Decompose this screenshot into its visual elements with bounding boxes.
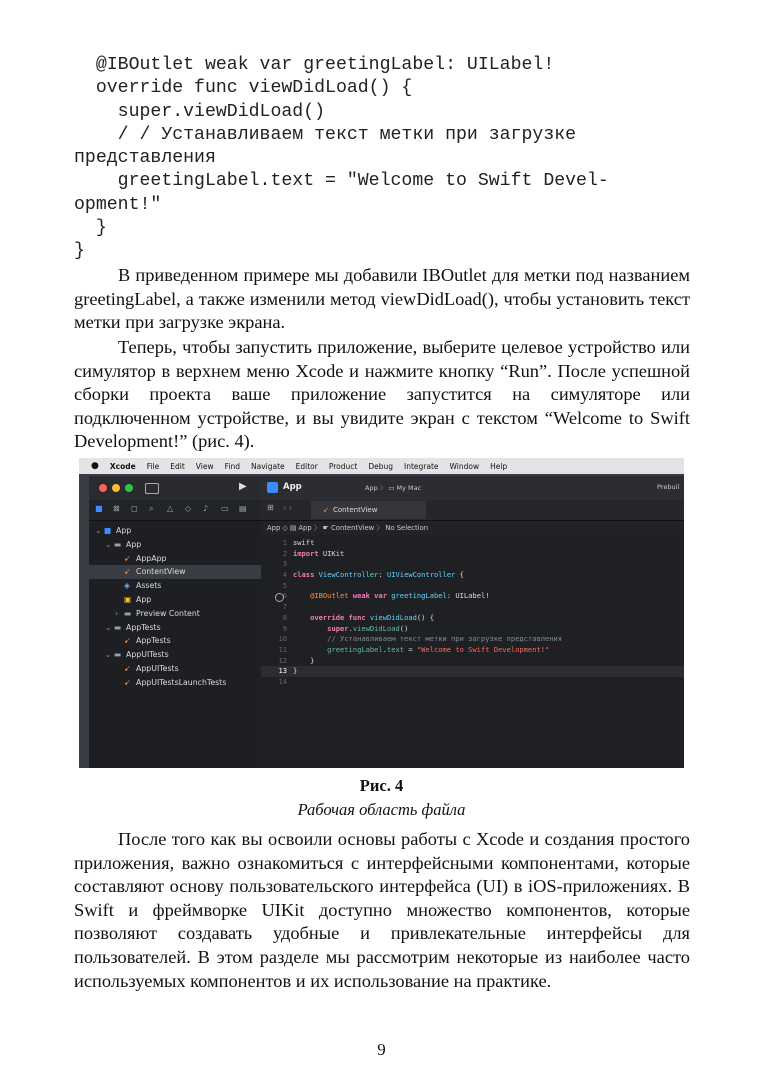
tab-label: ContentView [333,506,378,514]
tree-item-label: AppApp [136,553,167,563]
bookmark-icon[interactable]: ◻ [131,504,138,513]
tree-item-label: AppUITests [136,663,179,673]
page-number: 9 [377,1040,386,1059]
editor-line[interactable] [261,677,684,688]
tree-item-label: AppUITestsLaunchTests [136,677,227,687]
menu-item-debug[interactable]: Debug [368,461,393,471]
swift-file-icon: ➹ [124,567,131,577]
line-number: 4 [282,570,287,580]
tree-item[interactable] [89,538,261,552]
tree-item[interactable] [89,579,261,593]
tree-item[interactable] [89,676,261,690]
swift-file-icon: ➹ [124,553,131,563]
tree-item[interactable] [89,593,261,607]
line-number: 8 [282,612,287,622]
window-toolbar [261,476,684,500]
app-icon [267,482,278,493]
editor-line[interactable] [261,656,684,667]
file-tree [89,524,261,690]
code-line: greetingLabel.text = "Welcome to Swift Devel- [74,171,609,192]
code-line: представления [74,148,216,169]
line-text: greetingLabel.text = "Welcome to Swift Development!" [327,644,550,654]
menu-item-product[interactable]: Product [328,461,358,471]
line-text: class ViewController: UIViewController { [293,570,464,580]
editor-line[interactable] [261,538,684,549]
sidebar-toggle-icon[interactable] [145,483,159,494]
menu-item-file[interactable]: File [146,461,160,471]
tree-item[interactable] [89,607,261,621]
build-status: Prebuil [657,483,680,491]
tree-item[interactable] [89,662,261,676]
swift-file-icon: ➹ [124,663,131,673]
line-text: swift [293,538,315,547]
paragraph-ioutlet-explanation: В приведенном примере мы добавили IBOutlet для метки под названием greetingLabel, а также изменили метод viewDidLoad(), чтобы установить текст метки при загрузке экрана. [74,265,690,333]
editor-line[interactable] [261,570,684,581]
line-text: import UIKit [293,548,345,558]
tab-contentview[interactable] [311,501,426,519]
code-line: super.viewDidLoad() [74,101,326,122]
code-line: / / Устанавливаем текст метки при загрузке [74,124,577,145]
issue-icon[interactable]: △ [167,504,174,513]
code-lines [261,538,684,688]
scheme-selector[interactable]: App 〉 ▭ My Mac [365,484,422,492]
code-line: opment!" [74,194,162,215]
close-window-button[interactable] [99,484,107,492]
editor-line[interactable] [261,645,684,656]
folder-icon: ▬ [124,608,132,618]
breadcrumb[interactable]: App ◇ ▤ App 〉 ☛ ContentView 〉 No Selection [261,521,684,535]
editor-line[interactable] [261,624,684,635]
project-navigator [89,476,262,768]
line-text: super.viewDidLoad() [327,623,409,633]
apple-icon: ● [91,461,99,471]
assets-icon: ◈ [124,581,130,591]
code-line: } [74,218,107,239]
menu-item-edit[interactable]: Edit [170,461,185,471]
tree-item[interactable] [89,552,261,566]
swift-file-icon: ➹ [124,636,131,646]
tree-item[interactable] [89,634,261,648]
find-icon[interactable]: ⌕ [149,504,154,513]
line-number: 3 [282,559,287,569]
editor-tab-bar [261,500,684,521]
test-icon[interactable]: ◇ [185,504,192,513]
plist-icon: ▣ [124,594,132,604]
figure-number: Рис. 4 [359,776,404,795]
line-number: 12 [278,655,287,665]
code-line: @IBOutlet weak var greetingLabel: UILabel! [74,55,555,75]
grid-icon[interactable]: ⊞ [267,503,274,512]
line-text: } [293,655,315,665]
menu-item-integrate[interactable]: Integrate [403,461,439,471]
window-titlebar-left [89,476,261,500]
disclosure-icon[interactable]: › [115,608,119,618]
line-text: override func viewDidLoad() { [310,612,434,622]
menu-item-window[interactable]: Window [449,461,480,471]
menu-item-find[interactable]: Find [224,461,240,471]
line-text: } [293,666,298,676]
tree-item-label: ContentView [136,567,186,577]
debug-icon[interactable]: ♪ [203,504,209,513]
editor-line[interactable] [261,602,684,613]
line-number: 11 [278,644,287,654]
folder-icon: ▬ [114,622,122,632]
menu-item-navigate[interactable]: Navigate [250,461,285,471]
tree-item-label: App [136,594,152,604]
tree-item[interactable] [89,648,261,662]
line-number: 1 [282,538,287,547]
tree-item-label: App [116,526,132,535]
folder-icon: ▬ [114,650,122,660]
run-button-icon[interactable]: ▶ [239,481,247,492]
tree-item-label: App [126,539,142,549]
project-title: App [283,482,302,492]
breakpoint-icon[interactable]: ▭ [221,504,229,513]
navigator-tabs [89,500,261,521]
line-number: 6 [282,591,287,601]
xcode-screenshot [79,458,684,768]
code-editor [261,476,684,768]
code-line: } [74,241,85,262]
project-icon: ■ [104,526,112,535]
editor-line[interactable] [261,666,684,677]
paragraph-ui-components: После того как вы освоили основы работы с Xcode и создания простого приложения, важно ознакомиться с интерфейсными компонентами, которые составляют основу пользовательского интерфейса (UI) в iOS-приложениях. В Swift и фреймворке UIKit доступно множество компонентов, которые позволяют создавать удобные и привлекательные интерфейсы для пользователей. В этом разделе мы рассмотрим некоторые из наиболее часто используемых компонентов и их использование на практике. [74,829,690,991]
source-control-icon[interactable]: ⊠ [113,504,120,513]
editor-line[interactable] [261,549,684,560]
code-line: override func viewDidLoad() { [74,78,413,99]
line-number: 5 [282,580,287,590]
outlet-connection-icon[interactable] [275,593,284,602]
editor-line[interactable] [261,581,684,592]
tree-item-label: AppTests [126,622,161,632]
tree-item[interactable] [89,524,261,538]
line-number: 10 [278,634,287,644]
swift-file-icon: ➹ [124,677,131,687]
line-text: // Устанавливаем текст метки при загрузке представления [327,634,563,644]
disclosure-icon[interactable]: ⌄ [105,539,112,549]
code-listing [74,54,694,264]
disclosure-icon[interactable]: ⌄ [95,526,102,535]
folder-icon: ▬ [114,539,122,549]
line-text: @IBOutlet weak var greetingLabel: UILabel! [310,591,490,601]
minimize-window-button[interactable] [112,484,120,492]
tree-item-label: AppTests [136,636,171,646]
line-number: 7 [282,602,287,612]
disclosure-icon[interactable]: ⌄ [105,650,112,660]
mac-menu-bar [79,458,684,474]
editor-line[interactable] [261,613,684,624]
zoom-window-button[interactable] [125,484,133,492]
back-forward-icon[interactable]: ‹ › [283,503,292,512]
folder-nav-icon[interactable]: ■ [95,504,103,513]
tree-item[interactable] [89,565,261,579]
swift-file-icon: ➹ [323,506,329,514]
line-number: 9 [282,623,287,633]
editor-line[interactable] [261,559,684,570]
line-number: 2 [282,548,287,558]
editor-line[interactable] [261,634,684,645]
menu-item-help[interactable]: Help [490,461,508,471]
editor-line[interactable] [261,591,684,602]
tree-item-label: Preview Content [136,608,200,618]
disclosure-icon[interactable]: ⌄ [105,622,112,632]
menu-items [99,462,507,471]
menu-item-editor[interactable]: Editor [295,461,318,471]
tree-item-label: Assets [136,581,162,591]
figure-caption: Рабочая область файла [297,800,466,819]
paragraph-run-app: Теперь, чтобы запустить приложение, выберите целевое устройство или симулятор в верхнем меню Xcode и нажмите кнопку “Run”. После успешной сборки проекта ваше приложение запустится на симуляторе или подключенном устройстве, и вы увидите экран с текстом “Welcome to Swift Development!” (рис. 4). [74,337,690,452]
line-number: 14 [278,676,287,686]
menu-item-xcode[interactable]: Xcode [109,461,136,471]
tree-item-label: AppUITests [126,650,169,660]
menu-item-view[interactable]: View [195,461,214,471]
tree-item[interactable] [89,621,261,635]
report-icon[interactable]: ▤ [239,504,247,513]
line-number: 13 [278,666,287,676]
